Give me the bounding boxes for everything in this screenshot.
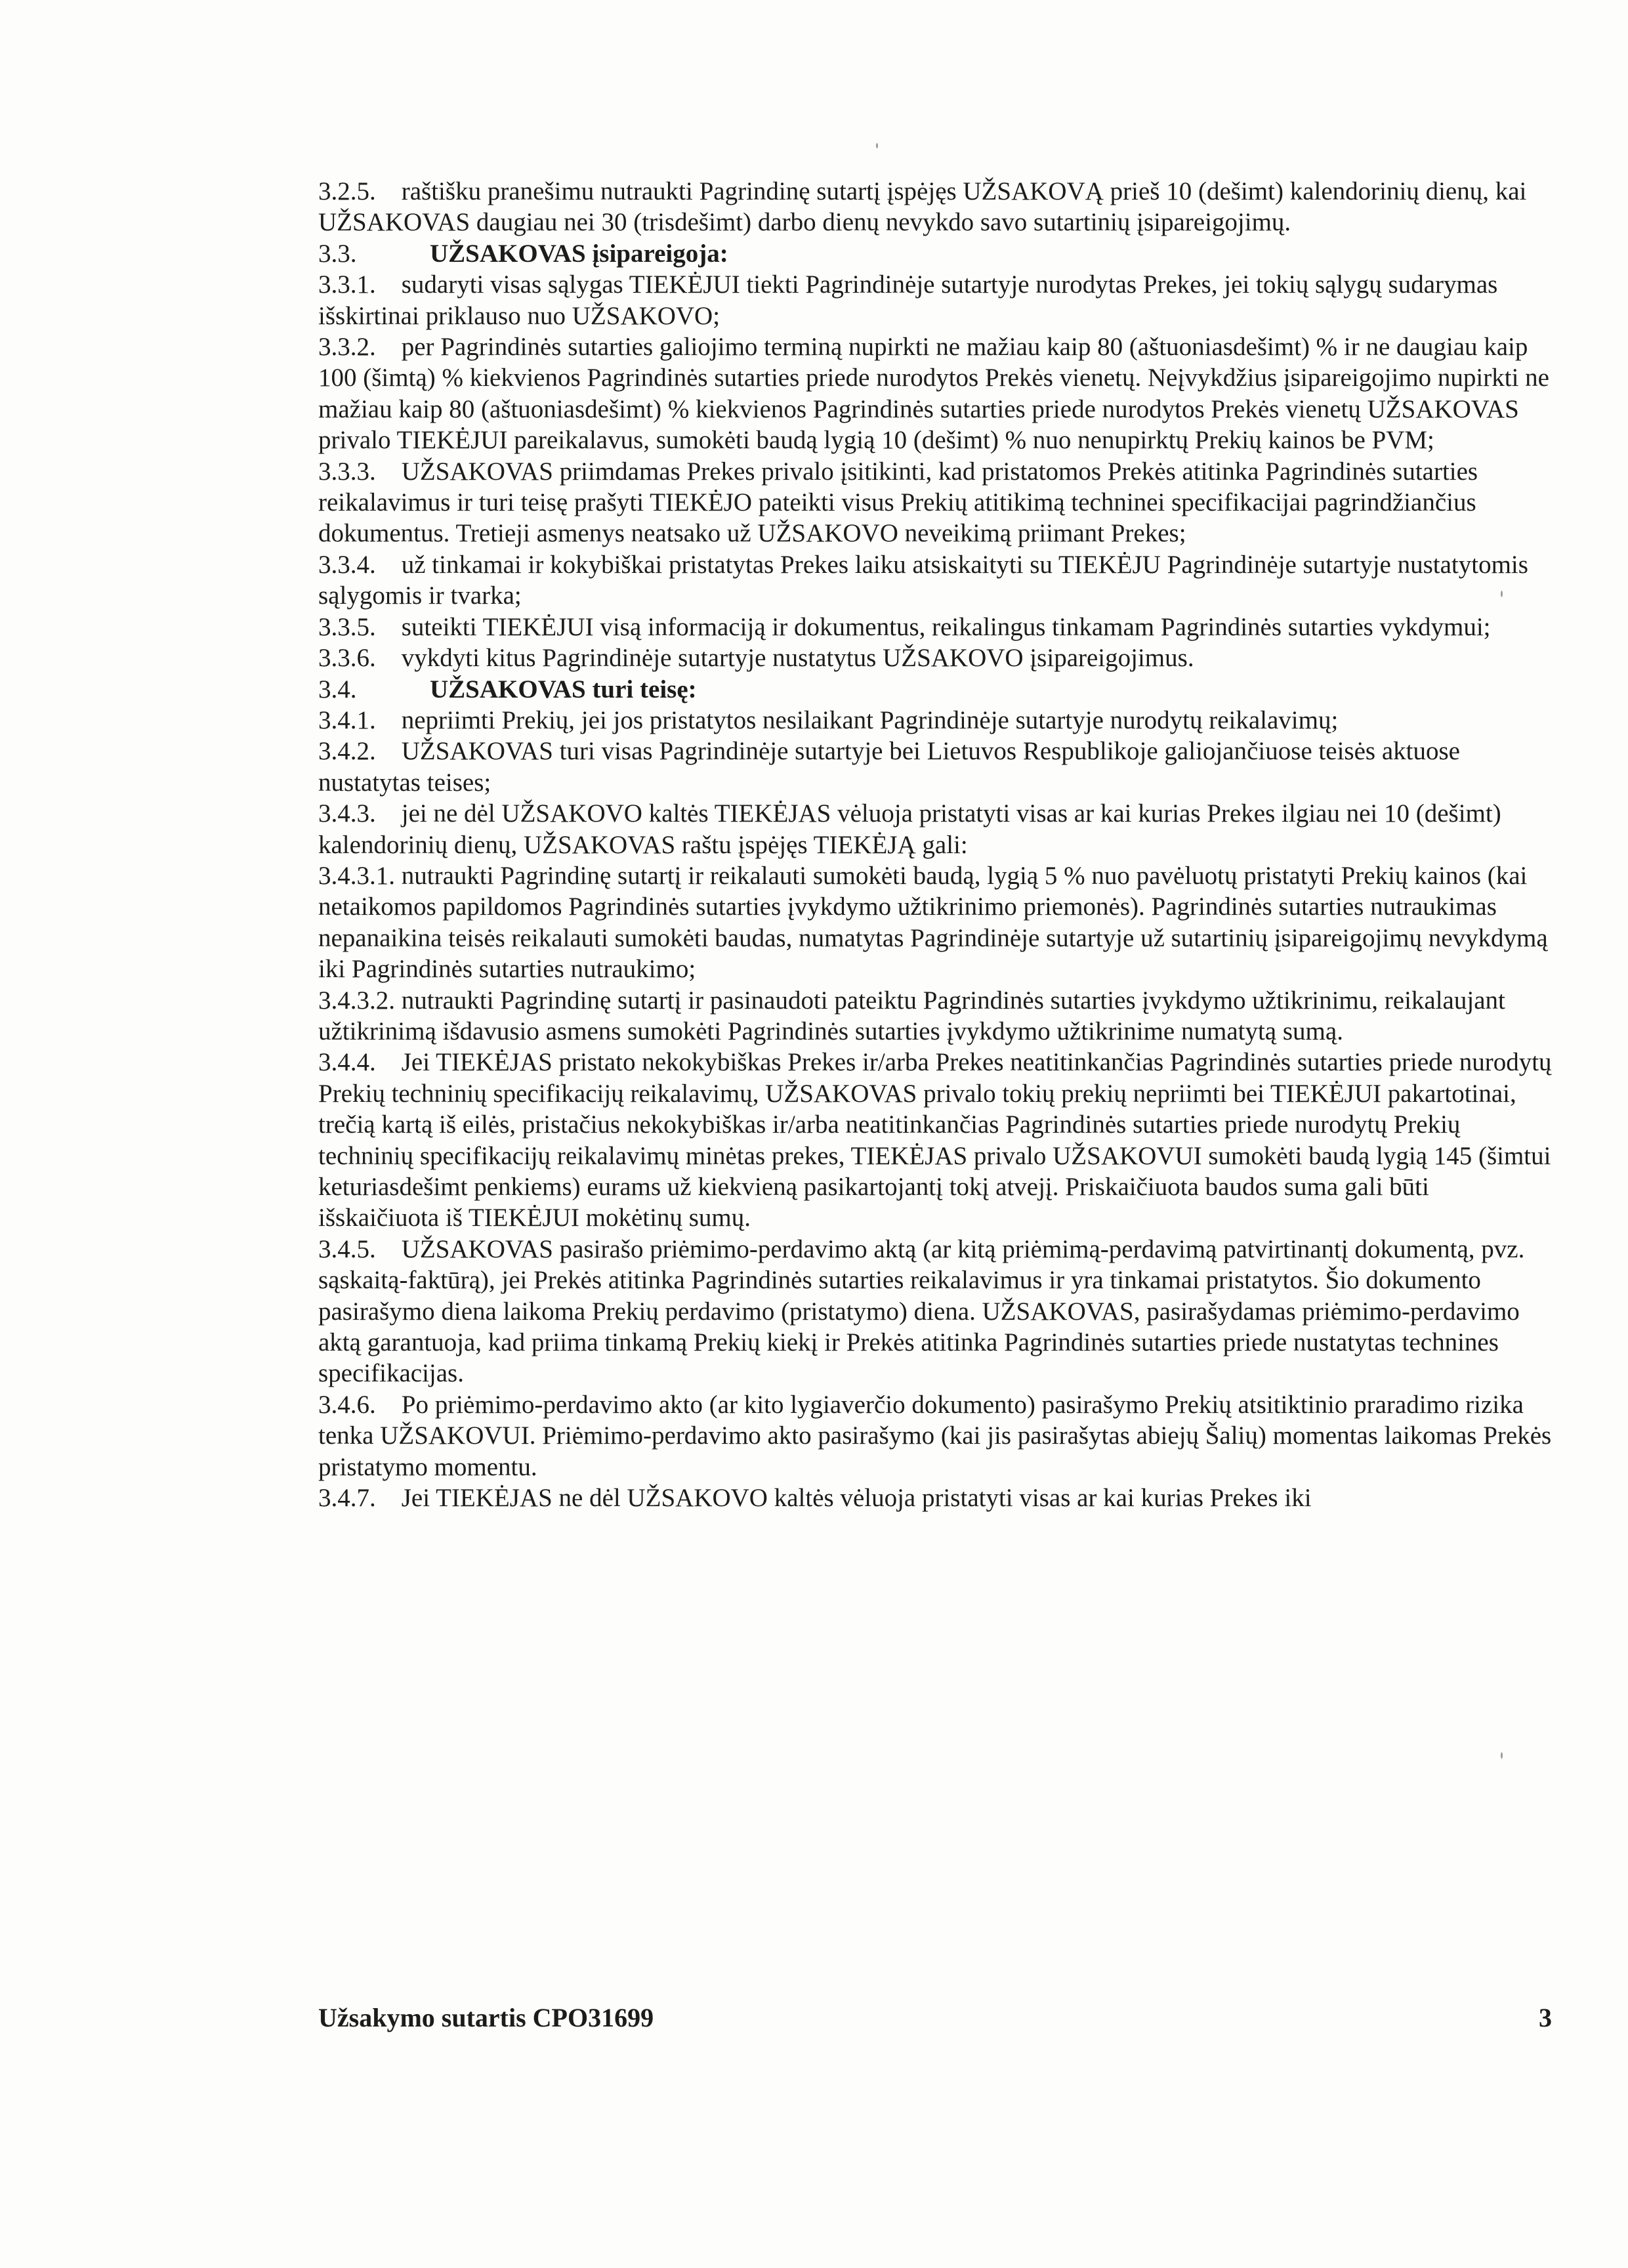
clause-number: 3.4.7. [318, 1484, 376, 1513]
clause-text: sudaryti visas sąlygas TIEKĖJUI tiekti Pagrindinėje sutartyje nurodytas Prekes, jei tokių sąlygų sudarymas išskirtinai priklauso nuo UŽSAKOVO; [318, 270, 1498, 330]
clause-text: UŽSAKOVAS pasirašo priėmimo-perdavimo aktą (ar kitą priėmimą-perdavimą patvirtinantį dokumentą, pvz. sąskaitą-faktūrą), jei Prekės atitinka Pagrindinės sutarties reikalavimus ir yra tinkamai pristatytos. Šio dokumento pasirašymo diena laikoma Prekių perdavimo (pristatymo) diena. UŽSAKOVAS, pasirašydamas priėmimo-perdavimo aktą garantuoja, kad priima tinkamą Prekių kiekį ir Prekės atitinka Pagrindinės sutarties priede nustatytas technines specifikacijas. [318, 1234, 1525, 1388]
paragraph-3-3-3 [318, 456, 1552, 549]
page-number: 3 [1539, 2003, 1552, 2032]
clause-text: Jei TIEKĖJAS pristato nekokybiškas Prekes ir/arba Prekes neatitinkančias Pagrindinės sutarties priede nurodytų Prekių techninių specifikacijų reikalavimų, UŽSAKOVAS privalo tokių prekių nepriimti bei TIEKĖJUI pakartotinai, trečią kartą iš eilės, pristačius nekokybiškas ir/arba neatitinkančias Pagrindinės sutarties priede nurodytų Prekių techninių specifikacijų reikalavimų minėtas prekes, TIEKĖJAS privalo UŽSAKOVUI sumokėti baudą lygią 145 (šimtui keturiasdešimt penkiems) eurams už kiekvieną pasikartojantį tokį atvejį. Priskaičiuota baudos suma gali būti išskaičiuota iš TIEKĖJUI mokėtinų sumų. [318, 1048, 1552, 1232]
paragraph-3-4-7 [318, 1482, 1552, 1513]
clause-number: 3.2.5. [318, 177, 376, 205]
scan-speck [1501, 591, 1503, 597]
clause-number: 3.3.1. [318, 270, 376, 299]
clause-text: raštišku pranešimu nutraukti Pagrindinę sutartį įspėjęs UŽSAKOVĄ prieš 10 (dešimt) kalendorinių dienų, kai UŽSAKOVAS daugiau nei 30 (trisdešimt) darbo dienų nevykdo savo sutartinių įsipareigojimų. [318, 177, 1527, 237]
paragraph-3-2-5 [318, 176, 1552, 238]
clause-number: 3.4.3.2. [318, 986, 395, 1015]
clause-number: 3.4.3. [318, 799, 376, 828]
clause-number: 3.4.4. [318, 1048, 376, 1077]
clause-text: Po priėmimo-perdavimo akto (ar kito lygiaverčio dokumento) pasirašymo Prekių atsitiktinio praradimo rizika tenka UŽSAKOVUI. Priėmimo-perdavimo akto pasirašymo (kai jis pasirašytas abiejų Šalių) momentas laikomas Prekės pristatymo momentu. [318, 1390, 1552, 1481]
paragraph-3-4-6 [318, 1389, 1552, 1482]
section-heading: UŽSAKOVAS įsipareigoja: [430, 239, 728, 268]
clause-text: suteikti TIEKĖJUI visą informaciją ir dokumentus, reikalingus tinkamam Pagrindinės sutarties vykdymui; [401, 612, 1491, 641]
scan-speck [1501, 1752, 1503, 1759]
clause-number: 3.4.6. [318, 1390, 376, 1419]
section-heading: UŽSAKOVAS turi teisę: [430, 675, 697, 704]
paragraph-3-4-1 [318, 705, 1552, 736]
scan-speck [876, 143, 878, 148]
paragraph-3-3-6 [318, 642, 1552, 673]
paragraph-3-4-3-2 [318, 985, 1552, 1047]
clause-text: UŽSAKOVAS turi visas Pagrindinėje sutartyje bei Lietuvos Respublikoje galiojančiuose teisės aktuose nustatytas teises; [318, 737, 1460, 797]
paragraph-3-3-2 [318, 331, 1552, 456]
paragraph-3-4-4 [318, 1047, 1552, 1233]
clause-number: 3.3.5. [318, 612, 376, 641]
clause-number: 3.3.6. [318, 644, 376, 673]
clause-text: jei ne dėl UŽSAKOVO kaltės TIEKĖJAS vėluoja pristatyti visas ar kai kurias Prekes ilgiau nei 10 (dešimt) kalendorinių dienų, UŽSAKOVAS raštu įspėjęs TIEKĖJĄ gali: [318, 799, 1501, 859]
contract-body [318, 176, 1552, 1513]
clause-text: UŽSAKOVAS priimdamas Prekes privalo įsitikinti, kad pristatomos Prekės atitinka Pagrindinės sutarties reikalavimus ir turi teisę prašyti TIEKĖJO pateikti visus Prekių atitikimą techninei specifikacijai pagrindžiančius dokumentus. Tretieji asmenys neatsako už UŽSAKOVO neveikimą priimant Prekes; [318, 457, 1478, 548]
clause-number: 3.4. [318, 675, 357, 704]
clause-text: per Pagrindinės sutarties galiojimo terminą nupirkti ne mažiau kaip 80 (aštuoniasdešimt) % ir ne daugiau kaip 100 (šimtą) % kiekvienos Pagrindinės sutarties priede nurodytos Prekės vienetų. Neįvykdžius įsipareigojimo nupirkti ne mažiau kaip 80 (aštuoniasdešimt) % kiekvienos Pagrindinės sutarties priede nurodytos Prekės vienetų UŽSAKOVAS privalo TIEKĖJUI pareikalavus, sumokėti baudą lygią 10 (dešimt) % nuo nenupirktų Prekių kainos be PVM; [318, 333, 1549, 455]
paragraph-3-3-5 [318, 612, 1552, 642]
paragraph-3-4-3-1 [318, 860, 1552, 985]
clause-number: 3.4.1. [318, 705, 376, 734]
clause-number: 3.4.2. [318, 737, 376, 766]
paragraph-3-4-5 [318, 1234, 1552, 1389]
paragraph-3-3-4 [318, 549, 1552, 612]
paragraph-3-3-1 [318, 269, 1552, 331]
paragraph-3-4-heading [318, 674, 1552, 705]
clause-number: 3.3.4. [318, 550, 376, 579]
clause-text: nepriimti Prekių, jei jos pristatytos nesilaikant Pagrindinėje sutartyje nurodytų reikalavimų; [401, 705, 1339, 734]
clause-number: 3.4.3.1. [318, 861, 395, 890]
paragraph-3-4-3 [318, 798, 1552, 860]
clause-number: 3.3.2. [318, 333, 376, 362]
clause-text: Jei TIEKĖJAS ne dėl UŽSAKOVO kaltės vėluoja pristatyti visas ar kai kurias Prekes iki [401, 1484, 1312, 1513]
paragraph-3-3-heading [318, 238, 1552, 269]
contract-title: Užsakymo sutartis CPO31699 [318, 2003, 654, 2032]
paragraph-3-4-2 [318, 736, 1552, 798]
clause-text: už tinkamai ir kokybiškai pristatytas Prekes laiku atsiskaityti su TIEKĖJU Pagrindinėje sutartyje nustatytomis sąlygomis ir tvarka; [318, 550, 1528, 610]
clause-number: 3.3. [318, 239, 357, 268]
clause-text: vykdyti kitus Pagrindinėje sutartyje nustatytus UŽSAKOVO įsipareigojimus. [401, 644, 1194, 673]
clause-text: nutraukti Pagrindinę sutartį ir reikalauti sumokėti baudą, lygią 5 % nuo pavėluotų pristatyti Prekių kainos (kai netaikomos papildomos Pagrindinės sutarties įvykdymo užtikrinimo priemonės). Pagrindinės sutarties nutraukimas nepanaikina teisės reikalauti sumokėti baudas, numatytas Pagrindinėje sutartyje už sutartinių įsipareigojimų nevykdymą iki Pagrindinės sutarties nutraukimo; [318, 861, 1548, 984]
clause-number: 3.3.3. [318, 457, 376, 486]
clause-number: 3.4.5. [318, 1234, 376, 1263]
clause-text: nutraukti Pagrindinę sutartį ir pasinaudoti pateiktu Pagrindinės sutarties įvykdymo užtikrinimu, reikalaujant užtikrinimą išdavusio asmens sumokėti Pagrindinės sutarties įvykdymo užtikrinime numatytą sumą. [318, 986, 1505, 1045]
